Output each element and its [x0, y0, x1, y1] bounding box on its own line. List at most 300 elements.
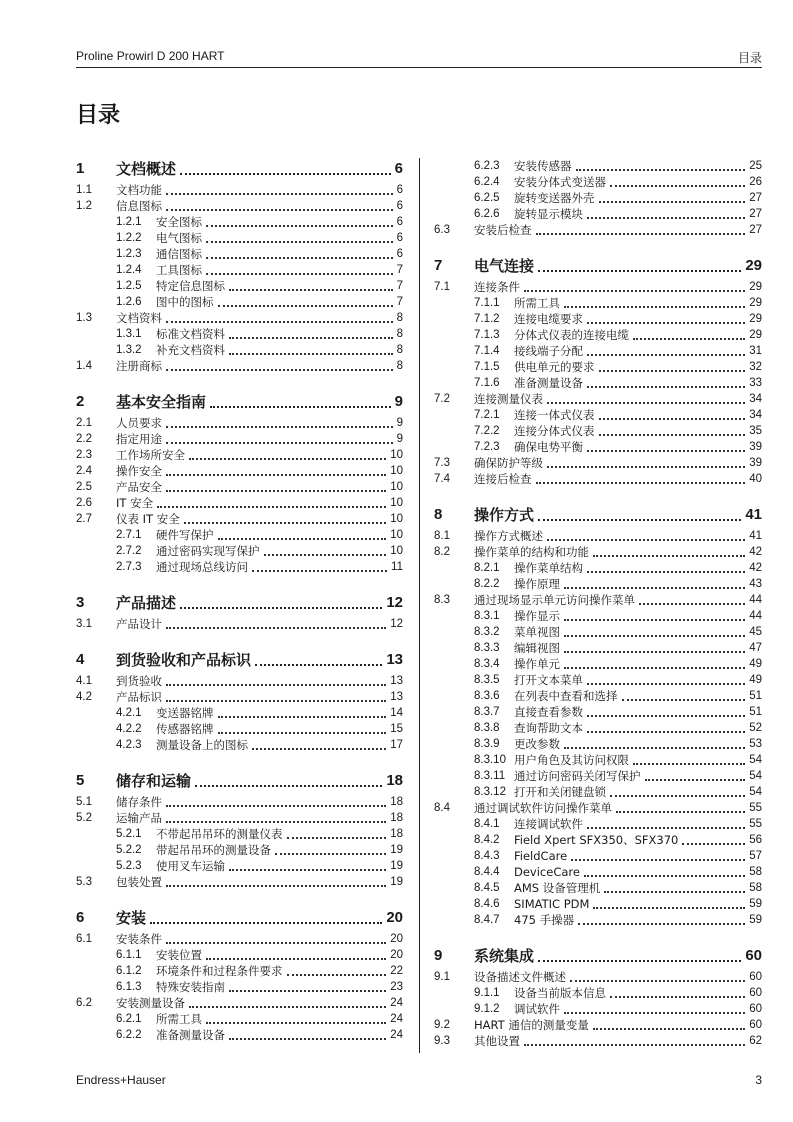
toc-page-number: 52: [749, 722, 762, 734]
toc-title: 直接查看参数: [514, 705, 583, 719]
toc-subsection[interactable]: [434, 423, 762, 439]
toc-page-number: 9: [394, 393, 403, 410]
dot-leader: [195, 785, 382, 787]
toc-title: 安装后检查: [474, 223, 532, 237]
toc-number: 8.3: [434, 594, 450, 606]
toc-section[interactable]: [76, 794, 403, 810]
toc-section[interactable]: [76, 479, 403, 495]
dot-leader: [524, 1044, 745, 1046]
toc-number: 6.2.2: [116, 1029, 142, 1041]
toc-subsection[interactable]: [434, 576, 762, 592]
toc-number: 5.2.2: [116, 844, 142, 856]
toc-title: 确保电势平衡: [514, 440, 583, 454]
toc-page-number: 8: [396, 328, 403, 340]
dot-leader: [206, 225, 393, 227]
toc-subsection[interactable]: [434, 560, 762, 576]
toc-subsection[interactable]: [76, 230, 403, 246]
toc-title: 安装条件: [116, 932, 162, 946]
toc-title: 安装测量设备: [116, 996, 185, 1010]
toc-number: 8.3.1: [474, 610, 500, 622]
toc-title: 通过现场总线访问: [156, 560, 248, 574]
dot-leader: [218, 732, 387, 734]
dot-leader: [166, 193, 393, 195]
dot-leader: [599, 201, 746, 203]
toc-title: 运输产品: [116, 811, 162, 825]
toc-subsection[interactable]: [76, 1027, 403, 1043]
toc-number: 1.3: [76, 312, 92, 324]
toc-page-number: 34: [749, 393, 762, 405]
toc-section[interactable]: [434, 592, 762, 608]
toc-title: 产品安全: [116, 480, 162, 494]
dot-leader: [610, 185, 745, 187]
toc-subsection[interactable]: [76, 737, 403, 753]
toc-title: 操作菜单的结构和功能: [474, 545, 589, 559]
toc-subsection[interactable]: [76, 527, 403, 543]
dot-leader: [645, 779, 746, 781]
toc-title: 电气连接: [474, 257, 535, 275]
toc-section[interactable]: [76, 689, 403, 705]
toc-number: 7.1.4: [474, 345, 500, 357]
toc-title: 注册商标: [116, 359, 162, 373]
toc-page-number: 26: [749, 176, 762, 188]
toc-title: 带起吊吊环的测量设备: [156, 843, 271, 857]
toc-number: 5.1: [76, 796, 92, 808]
toc-page-number: 41: [745, 506, 762, 523]
toc-subsection[interactable]: [434, 295, 762, 311]
toc-number: 2.2: [76, 433, 92, 445]
toc-chapter[interactable]: [434, 504, 762, 526]
toc-subsection[interactable]: [434, 912, 762, 928]
toc-title: 操作安全: [116, 464, 162, 478]
toc-page-number: 18: [390, 828, 403, 840]
toc-page-number: 7: [396, 296, 403, 308]
toc-title: 操作方式: [474, 506, 535, 524]
toc-section[interactable]: [434, 1017, 762, 1033]
toc-number: 9: [434, 947, 443, 964]
toc-page-number: 25: [749, 160, 762, 172]
toc-section[interactable]: [434, 471, 762, 487]
toc-page-number: 22: [390, 965, 403, 977]
dot-leader: [166, 805, 386, 807]
toc-subsection[interactable]: [434, 736, 762, 752]
toc-number: 6: [76, 909, 85, 926]
toc-subsection[interactable]: [76, 826, 403, 842]
toc-section[interactable]: [76, 874, 403, 890]
toc-subsection[interactable]: [76, 979, 403, 995]
toc-subsection[interactable]: [434, 672, 762, 688]
toc-section[interactable]: [76, 810, 403, 826]
toc-number: 8.4.6: [474, 898, 500, 910]
toc-section[interactable]: [76, 431, 403, 447]
toc-page-number: 12: [390, 618, 403, 630]
toc-number: 5.2: [76, 812, 92, 824]
dot-leader: [229, 990, 386, 992]
toc-subsection[interactable]: [76, 246, 403, 262]
toc-number: 8: [434, 506, 443, 523]
toc-section[interactable]: [76, 415, 403, 431]
toc-title: 文档概述: [116, 160, 177, 178]
dot-leader: [616, 811, 745, 813]
toc-title: SIMATIC PDM: [514, 897, 590, 911]
dot-leader: [547, 466, 745, 468]
toc-number: 8.3.11: [474, 770, 506, 782]
toc-subsection[interactable]: [434, 985, 762, 1001]
toc-page-number: 24: [390, 997, 403, 1009]
toc-page-number: 58: [749, 882, 762, 894]
toc-title: 操作单元: [514, 657, 560, 671]
dot-leader: [180, 607, 382, 609]
dot-leader: [587, 354, 745, 356]
toc-page-number: 6: [396, 200, 403, 212]
toc-subsection[interactable]: [76, 278, 403, 294]
toc-chapter[interactable]: [76, 158, 403, 180]
toc-title: 用户角色及其访问权限: [514, 753, 629, 767]
toc-section[interactable]: [76, 931, 403, 947]
toc-title: 操作原理: [514, 577, 560, 591]
toc-section[interactable]: [76, 447, 403, 463]
toc-subsection[interactable]: [434, 359, 762, 375]
toc-subsection[interactable]: [434, 608, 762, 624]
toc-page-number: 57: [749, 850, 762, 862]
toc-number: 5.2.3: [116, 860, 142, 872]
dot-leader: [252, 748, 386, 750]
toc-subsection[interactable]: [434, 720, 762, 736]
toc-page-number: 32: [749, 361, 762, 373]
toc-title: 供电单元的要求: [514, 360, 595, 374]
toc-title: 操作菜单结构: [514, 561, 583, 575]
toc-page-number: 44: [749, 610, 762, 622]
dot-leader: [564, 587, 745, 589]
toc-subsection[interactable]: [76, 543, 403, 559]
dot-leader: [229, 337, 393, 339]
toc-section[interactable]: [76, 310, 403, 326]
toc-chapter[interactable]: [434, 255, 762, 277]
toc-title: 传感器铭牌: [156, 722, 214, 736]
toc-number: 9.1: [434, 971, 450, 983]
toc-subsection[interactable]: [434, 206, 762, 222]
toc-section[interactable]: [76, 673, 403, 689]
toc-page-number: 14: [390, 707, 403, 719]
toc-page-number: 10: [390, 449, 403, 461]
toc-number: 8.3.3: [474, 642, 500, 654]
toc-title: 安装传感器: [514, 159, 572, 173]
toc-number: 8.3.12: [474, 786, 506, 798]
toc-subsection[interactable]: [434, 343, 762, 359]
toc-title: 菜单视图: [514, 625, 560, 639]
toc-title: 通信图标: [156, 247, 202, 261]
toc-section[interactable]: [434, 222, 762, 238]
toc-subsection[interactable]: [434, 816, 762, 832]
toc-title: 储存和运输: [116, 772, 192, 790]
toc-subsection[interactable]: [434, 439, 762, 455]
toc-subsection[interactable]: [434, 640, 762, 656]
toc-subsection[interactable]: [76, 294, 403, 310]
toc-subsection[interactable]: [434, 752, 762, 768]
toc-page-number: 43: [749, 578, 762, 590]
toc-section[interactable]: [434, 391, 762, 407]
toc-page-number: 29: [749, 313, 762, 325]
toc-page-number: 62: [749, 1035, 762, 1047]
toc-page-number: 60: [749, 1003, 762, 1015]
toc-title: Field Xpert SFX350、SFX370: [514, 833, 679, 847]
column-divider: [419, 158, 420, 1053]
dot-leader: [587, 450, 745, 452]
dot-leader: [229, 353, 393, 355]
toc-page-number: 60: [749, 1019, 762, 1031]
toc-subsection[interactable]: [434, 880, 762, 896]
toc-page-number: 18: [390, 812, 403, 824]
toc-chapter[interactable]: [76, 770, 403, 792]
toc-number: 2.3: [76, 449, 92, 461]
toc-subsection[interactable]: [76, 858, 403, 874]
toc-title: 补充文档资料: [156, 343, 225, 357]
toc-page-number: 9: [396, 417, 403, 429]
toc-page-number: 6: [394, 160, 403, 177]
dot-leader: [587, 683, 745, 685]
toc-page-number: 29: [745, 257, 762, 274]
toc-number: 2.4: [76, 465, 92, 477]
dot-leader: [599, 434, 746, 436]
toc-section[interactable]: [76, 616, 403, 632]
toc-title: 接线端子分配: [514, 344, 583, 358]
dot-leader: [538, 960, 741, 962]
dot-leader: [604, 891, 745, 893]
toc-subsection[interactable]: [76, 214, 403, 230]
dot-leader: [166, 442, 393, 444]
toc-page-number: 6: [396, 184, 403, 196]
toc-subsection[interactable]: [76, 326, 403, 342]
toc-subsection[interactable]: [434, 832, 762, 848]
toc-section[interactable]: [76, 182, 403, 198]
toc-subsection[interactable]: [434, 656, 762, 672]
toc-subsection[interactable]: [434, 327, 762, 343]
toc-page-number: 53: [749, 738, 762, 750]
dot-leader: [166, 627, 386, 629]
toc-section[interactable]: [434, 528, 762, 544]
dot-leader: [564, 619, 745, 621]
toc-title: 475 手操器: [514, 913, 575, 927]
toc-title: DeviceCare: [514, 865, 580, 879]
toc-section[interactable]: [434, 279, 762, 295]
dot-leader: [593, 555, 745, 557]
dot-leader: [587, 217, 745, 219]
dot-leader: [206, 958, 386, 960]
dot-leader: [166, 821, 386, 823]
toc-right-column: [434, 158, 762, 1049]
toc-subsection[interactable]: [434, 704, 762, 720]
toc-number: 2.7.2: [116, 545, 142, 557]
toc-page-number: 51: [749, 706, 762, 718]
toc-section[interactable]: [76, 358, 403, 374]
toc-section[interactable]: [434, 969, 762, 985]
dot-leader: [599, 418, 746, 420]
toc-number: 8.3.6: [474, 690, 500, 702]
toc-subsection[interactable]: [76, 721, 403, 737]
toc-title: 包装处置: [116, 875, 162, 889]
toc-title: 打开文本菜单: [514, 673, 583, 687]
toc-subsection[interactable]: [434, 896, 762, 912]
dot-leader: [587, 386, 745, 388]
toc-subsection[interactable]: [76, 1011, 403, 1027]
toc-number: 4.2: [76, 691, 92, 703]
dot-leader: [578, 923, 745, 925]
toc-subsection[interactable]: [434, 407, 762, 423]
toc-subsection[interactable]: [76, 705, 403, 721]
dot-leader: [593, 1028, 745, 1030]
toc-section[interactable]: [434, 800, 762, 816]
toc-subsection[interactable]: [434, 311, 762, 327]
toc-subsection[interactable]: [434, 768, 762, 784]
toc-page-number: 29: [749, 329, 762, 341]
toc-subsection[interactable]: [76, 342, 403, 358]
toc-subsection[interactable]: [76, 947, 403, 963]
toc-page-number: 59: [749, 898, 762, 910]
toc-section[interactable]: [434, 1033, 762, 1049]
toc-number: 8.3.2: [474, 626, 500, 638]
toc-page-number: 24: [390, 1029, 403, 1041]
toc-subsection[interactable]: [434, 848, 762, 864]
toc-number: 5.3: [76, 876, 92, 888]
toc-section[interactable]: [76, 463, 403, 479]
toc-number: 6.2: [76, 997, 92, 1009]
dot-leader: [166, 426, 393, 428]
dot-leader: [564, 651, 745, 653]
toc-subsection[interactable]: [434, 1001, 762, 1017]
toc-subsection[interactable]: [76, 559, 403, 575]
dot-leader: [166, 942, 386, 944]
toc-number: 7.2.3: [474, 441, 500, 453]
dot-leader: [166, 474, 386, 476]
toc-page-number: 13: [390, 675, 403, 687]
toc-number: 7.1.3: [474, 329, 500, 341]
toc-title: 连接电缆要求: [514, 312, 583, 326]
dot-leader: [206, 241, 393, 243]
dot-leader: [218, 716, 387, 718]
toc-page-number: 47: [749, 642, 762, 654]
toc-chapter[interactable]: [434, 945, 762, 967]
toc-number: 8.4.7: [474, 914, 500, 926]
toc-page-number: 7: [396, 264, 403, 276]
toc-page-number: 34: [749, 409, 762, 421]
toc-title: 图中的图标: [156, 295, 214, 309]
toc-title: 到货验收和产品标识: [116, 651, 252, 669]
toc-number: 6.2.1: [116, 1013, 142, 1025]
toc-number: 2.1: [76, 417, 92, 429]
toc-section[interactable]: [434, 455, 762, 471]
toc-page-number: 17: [390, 739, 403, 751]
dot-leader: [189, 458, 386, 460]
toc-subsection[interactable]: [76, 262, 403, 278]
dot-leader: [157, 506, 386, 508]
toc-page-number: 10: [390, 545, 403, 557]
toc-chapter[interactable]: [76, 649, 403, 671]
toc-chapter[interactable]: [76, 592, 403, 614]
dot-leader: [536, 233, 746, 235]
toc-chapter[interactable]: [76, 907, 403, 929]
toc-page-number: 44: [749, 594, 762, 606]
dot-leader: [255, 664, 382, 666]
toc-page-number: 40: [749, 473, 762, 485]
toc-title: 硬件写保护: [156, 528, 214, 542]
toc-subsection[interactable]: [76, 963, 403, 979]
toc-subsection[interactable]: [434, 864, 762, 880]
dot-leader: [538, 519, 741, 521]
toc-subsection[interactable]: [434, 174, 762, 190]
toc-page-number: 60: [749, 971, 762, 983]
dot-leader: [166, 369, 393, 371]
toc-title: 设备当前版本信息: [514, 986, 606, 1000]
toc-section[interactable]: [76, 511, 403, 527]
toc-section[interactable]: [76, 198, 403, 214]
toc-title: 所需工具: [514, 296, 560, 310]
toc-title: 信息图标: [116, 199, 162, 213]
toc-number: 7: [434, 257, 443, 274]
toc-subsection[interactable]: [76, 842, 403, 858]
toc-page-number: 23: [390, 981, 403, 993]
toc-subsection[interactable]: [434, 624, 762, 640]
toc-subsection[interactable]: [434, 158, 762, 174]
toc-section[interactable]: [434, 544, 762, 560]
toc-subsection[interactable]: [434, 375, 762, 391]
toc-number: 5.2.1: [116, 828, 142, 840]
toc-page-number: 10: [390, 529, 403, 541]
toc-number: 6.2.4: [474, 176, 500, 188]
toc-chapter[interactable]: [76, 391, 403, 413]
toc-page-number: 27: [749, 224, 762, 236]
toc-title: 调试软件: [514, 1002, 560, 1016]
toc-title: 到货验收: [116, 674, 162, 688]
toc-number: 7.1.1: [474, 297, 500, 309]
dot-leader: [218, 538, 387, 540]
toc-number: 2.7: [76, 513, 92, 525]
toc-number: 2.6: [76, 497, 92, 509]
toc-number: 8.4.1: [474, 818, 500, 830]
toc-title: 通过访问密码关闭写保护: [514, 769, 641, 783]
dot-leader: [639, 603, 745, 605]
toc-title: 连接条件: [474, 280, 520, 294]
dot-leader: [275, 853, 386, 855]
toc-number: 8.4.2: [474, 834, 500, 846]
toc-number: 6.1.2: [116, 965, 142, 977]
dot-leader: [584, 875, 745, 877]
toc-section[interactable]: [76, 495, 403, 511]
toc-number: 9.2: [434, 1019, 450, 1031]
toc-subsection[interactable]: [434, 190, 762, 206]
toc-title: 文档资料: [116, 311, 162, 325]
toc-page-number: 49: [749, 658, 762, 670]
dot-leader: [633, 338, 745, 340]
toc-page-number: 8: [396, 360, 403, 372]
toc-title: 编辑视图: [514, 641, 560, 655]
dot-leader: [218, 305, 393, 307]
toc-section[interactable]: [76, 995, 403, 1011]
toc-page-number: 45: [749, 626, 762, 638]
dot-leader: [166, 209, 393, 211]
toc-number: 8.2.2: [474, 578, 500, 590]
toc-page-number: 27: [749, 192, 762, 204]
toc-subsection[interactable]: [434, 688, 762, 704]
toc-page-number: 9: [396, 433, 403, 445]
toc-subsection[interactable]: [434, 784, 762, 800]
toc-title: 旋转变送器外壳: [514, 191, 595, 205]
toc-number: 9.1.1: [474, 987, 500, 999]
toc-title: 分体式仪表的连接电缆: [514, 328, 629, 342]
toc-number: 6.1: [76, 933, 92, 945]
toc-title: 指定用途: [116, 432, 162, 446]
toc-number: 1.3.2: [116, 344, 142, 356]
toc-number: 4.2.2: [116, 723, 142, 735]
toc-page-number: 10: [390, 497, 403, 509]
